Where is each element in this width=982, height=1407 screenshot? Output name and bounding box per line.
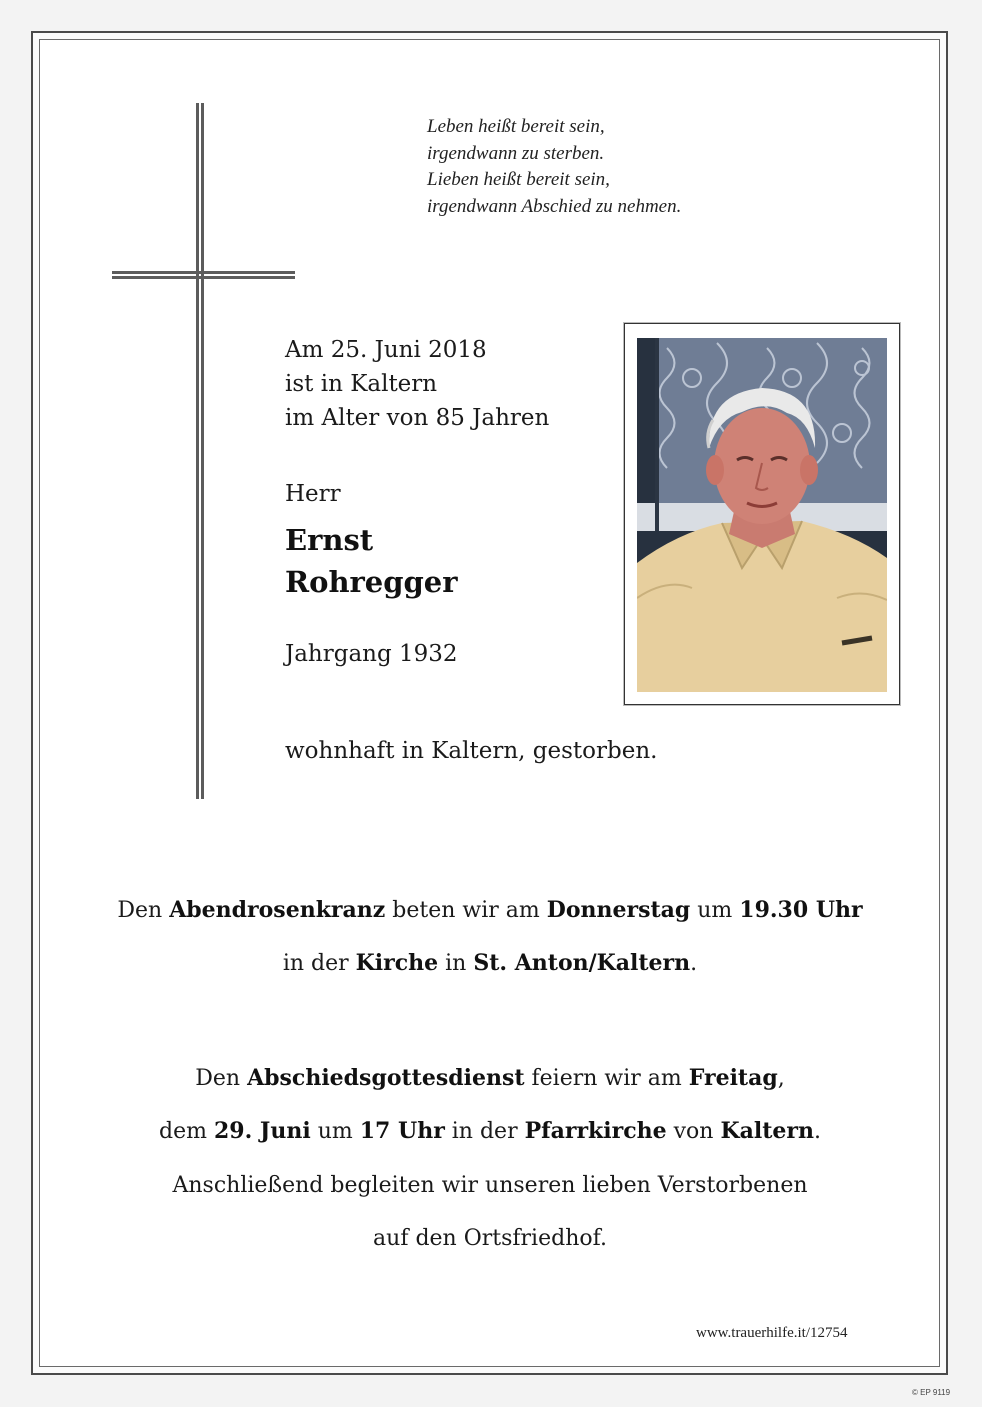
intro-line: im Alter von 85 Jahren <box>285 405 550 431</box>
service-venue: Pfarrkirche <box>524 1118 667 1144</box>
death-notice-intro <box>285 333 549 435</box>
text: beten wir am <box>385 898 547 923</box>
service-time: 17 Uhr <box>359 1118 445 1144</box>
text: von <box>666 1119 721 1144</box>
rosary-line-1 <box>40 897 940 923</box>
first-name: Ernst <box>285 523 374 557</box>
poem-line: irgendwann Abschied zu nehmen. <box>427 195 682 217</box>
poem-line: irgendwann zu sterben. <box>427 142 605 164</box>
portrait-photo <box>637 338 887 692</box>
service-label: Abschiedsgottesdienst <box>247 1065 525 1091</box>
service-line-4: auf den Ortsfriedhof. <box>373 1226 607 1251</box>
text: Den <box>117 898 170 923</box>
rosary-place: St. Anton/Kaltern <box>473 950 691 976</box>
intro-line: ist in Kaltern <box>285 371 438 397</box>
cross-icon <box>195 103 205 799</box>
rosary-line-2 <box>40 950 940 976</box>
poem <box>427 114 681 220</box>
text: in der <box>444 1119 525 1144</box>
intro-line: Am 25. Juni 2018 <box>285 337 487 363</box>
document-code: © EP 9119 <box>912 1388 951 1397</box>
portrait-frame <box>624 323 900 705</box>
residence-line: wohnhaft in Kaltern, gestorben. <box>285 738 658 764</box>
text: in der <box>282 951 356 976</box>
service-line-1 <box>40 1065 940 1091</box>
text: um <box>690 898 740 923</box>
poem-line: Lieben heißt bereit sein, <box>427 169 610 190</box>
service-date: 29. Juni <box>214 1118 311 1144</box>
rosary-time: 19.30 Uhr <box>739 897 863 923</box>
text: feiern wir am <box>524 1066 689 1091</box>
poem-line: Leben heißt bereit sein, <box>427 116 605 137</box>
salutation: Herr <box>285 481 341 507</box>
text: um <box>310 1119 360 1144</box>
rosary-label: Abendrosenkranz <box>169 897 386 923</box>
service-day: Freitag <box>688 1065 778 1091</box>
text: dem <box>159 1119 214 1144</box>
text: . <box>690 951 698 976</box>
birth-year: Jahrgang 1932 <box>285 641 458 667</box>
text: . <box>813 1119 821 1144</box>
last-name: Rohregger <box>285 565 458 599</box>
text: , <box>777 1066 785 1091</box>
service-line-2 <box>40 1118 940 1144</box>
cross-icon-crossbar <box>112 270 295 280</box>
service-place: Kaltern <box>720 1118 814 1144</box>
deceased-name <box>285 519 458 603</box>
rosary-day: Donnerstag <box>546 897 691 923</box>
rosary-venue: Kirche <box>355 950 439 976</box>
text: Den <box>195 1066 248 1091</box>
service-line-3: Anschließend begleiten wir unseren lieben Verstorbenen <box>172 1173 808 1198</box>
text: in <box>438 951 474 976</box>
website-link[interactable]: www.trauerhilfe.it/12754 <box>696 1325 848 1341</box>
